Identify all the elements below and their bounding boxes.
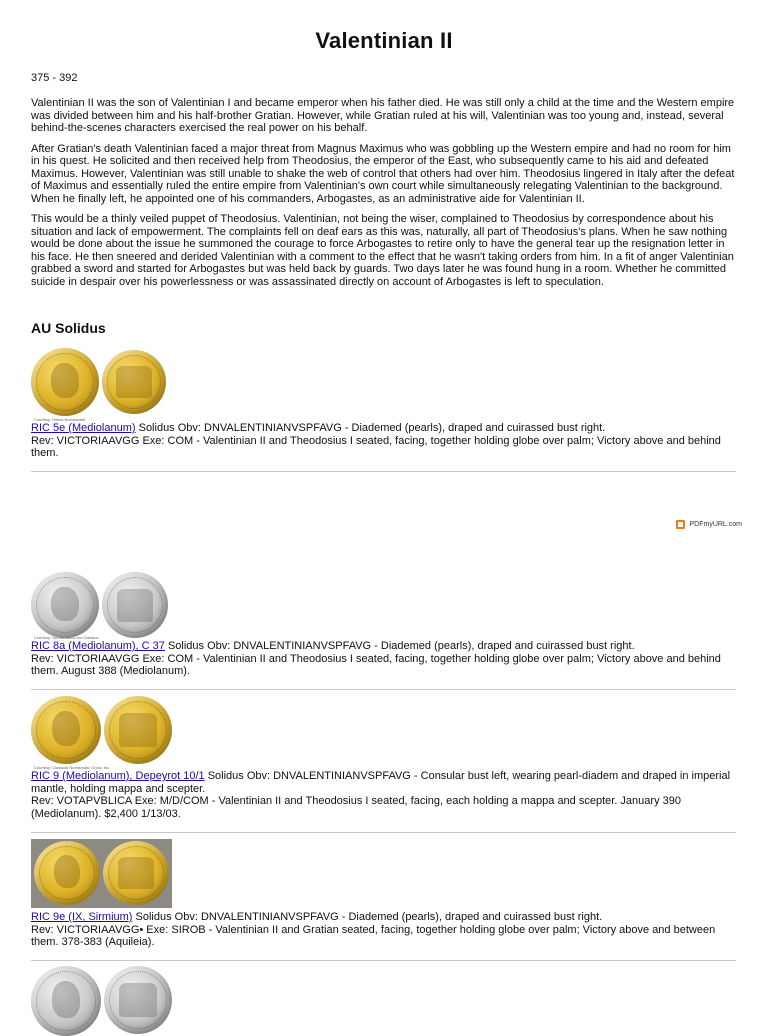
ric-reference-link[interactable]: RIC 5e (Mediolanum) [31, 422, 136, 434]
pdf-logo-icon [676, 520, 685, 529]
obverse-description: Solidus Obv: DNVALENTINIANVSPFAVG - Diademed (pearls), draped and cuirassed bust right. [135, 422, 606, 434]
reverse-description: Rev: VICTORIAAVGG Exe: COM - Valentinian II and Theodosius I seated, facing, together holding globe over palm; Victory above and behind them. August 388 (Mediolanum). [31, 652, 721, 677]
coin-reverse-image [103, 841, 169, 905]
pdfmyurl-watermark[interactable]: PDFmyURL.com [676, 520, 742, 529]
ric-reference-link[interactable]: RIC 9e (IX, Sirmium) [31, 911, 133, 923]
coin-obverse-image [31, 696, 101, 764]
divider [31, 689, 736, 690]
coin-obverse-image [31, 966, 101, 1036]
coin-obverse-image [34, 841, 100, 905]
obverse-description: Solidus Obv: DNVALENTINIANVSPFAVG - Consular bust left, wearing pearl-diadem and draped in imperial mantle, holding mappa and scepter. [31, 770, 731, 795]
coin-obverse-image [31, 348, 99, 416]
reverse-description: Rev: VOTAPVBLICA Exe: M/D/COM - Valentinian II and Theodosius I seated, facing, each holding a mappa and scepter. January 390 (Mediolanum). $2,400 1/13/03. [31, 795, 681, 820]
coin-entry [31, 640, 741, 678]
paragraph: After Gratian's death Valentinian faced a major threat from Magnus Maximus who was gobbling up the Western empire and had no room for him in his quest. He solicited and then received help from Theodosius, the emperor of the East, who subsequently came to his aid and defeated Maximus. However, Valentinian was still unable to shake the web of control that others had over him. Theodosius lingered in Italy after the defeat of Maximus and essentially ruled the entire empire from Valentinian's own court while simultaneously relegating Valentinian to the background. When he finally left, he appointed one of his commanders, Arbogastes, as an administrative aide for Valentinian II. [31, 142, 735, 205]
page-title: Valentinian II [315, 28, 453, 53]
divider [31, 960, 736, 961]
image-credit: Courtesy: Numismatica Ars Classica [34, 635, 99, 640]
image-credit: Courtesy: Helios Numismatik [34, 417, 86, 422]
paragraph: Valentinian II was the son of Valentinian I and became emperor when his father died. He was still only a child at the time and the Western empire was divided between him and his half-brother Gratian. However, while Gratian ruled at his will, Valentinian was too young and, instead, several behind-the-scenes characters exercised the real power on his behalf. [31, 97, 735, 134]
ric-reference-link[interactable]: RIC 8a (Mediolanum), C 37 [31, 640, 165, 652]
biography [31, 97, 741, 288]
coin-images [31, 572, 168, 638]
obverse-description: Solidus Obv: DNVALENTINIANVSPFAVG - Diademed (pearls), draped and cuirassed bust right. [132, 911, 603, 923]
coin-images [31, 348, 166, 416]
reign-dates: 375 - 392 [31, 72, 78, 84]
reverse-description: Rev: VICTORIAAVGG Exe: COM - Valentinian II and Theodosius I seated, facing, together holding globe over palm; Victory above and behind them. [31, 434, 721, 459]
reverse-description: Rev: VICTORIAAVGG• Exe: SIROB - Valentinian II and Gratian seated, facing, together holding globe over palm; Victory above and between them. 378-383 (Aquileia). [31, 923, 716, 948]
obverse-description: Solidus Obv: DNVALENTINIANVSPFAVG - Diademed (pearls), draped and cuirassed bust right. [164, 640, 635, 652]
paragraph: This would be a thinly veiled puppet of Theodosius. Valentinian, not being the wiser, complained to Theodosius by correspondence about his situation and lack of empowerment. The complaints fell on deaf ears as this was, naturally, all part of Theodosius's plans. When he saw nothing would be done about the issue he summoned the courage to force Arbogastes to retire only to have the general tear up the resignation letter in his face. He then sneered and derided Valentinian with a comment to the effect that he wasn't taking orders from him. In a fit of anger Valentinian grabbed a sword and started for Arbogastes but was held back by guards. Two days later he was found hung in a room. Whether he committed suicide in despair over his powerlessness or was assassinated directly on account of Arbogastes is left to speculation. [31, 213, 734, 288]
coin-entry [31, 911, 741, 949]
image-credit: Courtesy: Classical Numismatic Group Inc. [34, 765, 111, 770]
coin-images [31, 966, 172, 1036]
coin-reverse-image [104, 696, 172, 764]
section-heading: AU Solidus [31, 320, 106, 336]
coin-reverse-image [102, 350, 166, 414]
coin-images [31, 696, 172, 764]
coin-entry [31, 422, 741, 460]
coin-obverse-image [31, 572, 99, 638]
coin-reverse-image [102, 572, 168, 638]
divider [31, 471, 736, 472]
ric-reference-link[interactable]: RIC 9 (Mediolanum), Depeyrot 10/1 [31, 770, 205, 782]
coin-images [34, 841, 169, 905]
coin-entry [31, 770, 741, 820]
divider [31, 832, 736, 833]
